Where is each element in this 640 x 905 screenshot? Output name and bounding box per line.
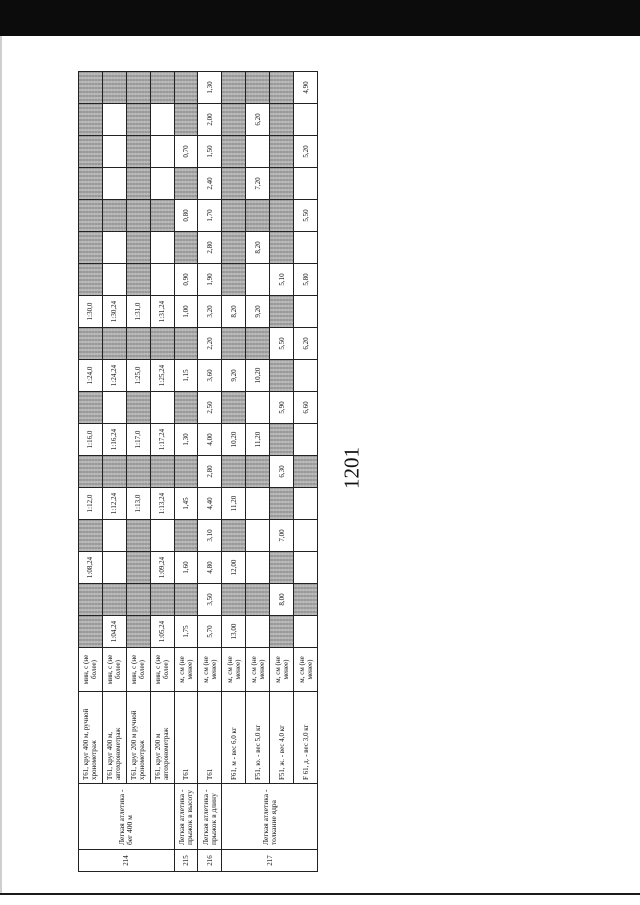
value-cell: 1,60	[174, 552, 198, 584]
value-cell	[102, 104, 126, 136]
value-cell	[174, 232, 198, 264]
value-cell: 1,15	[174, 360, 198, 392]
unit-cell: м, см (не менее)	[222, 648, 246, 692]
value-cell	[294, 104, 318, 136]
value-cell: 1:17,24	[150, 424, 174, 456]
value-cell: 3,20	[198, 296, 222, 328]
value-cell	[150, 232, 174, 264]
table-row	[150, 72, 174, 872]
row-code: 214	[79, 850, 175, 872]
value-cell	[79, 136, 103, 168]
discipline-cell: T61	[174, 692, 198, 784]
value-cell	[174, 456, 198, 488]
value-cell	[174, 104, 198, 136]
discipline-cell: F51, ю. - вес 5,0 кг	[246, 692, 270, 784]
value-cell	[246, 488, 270, 520]
value-cell	[79, 584, 103, 616]
value-cell	[270, 232, 294, 264]
value-cell	[79, 72, 103, 104]
value-cell	[294, 552, 318, 584]
table-row	[102, 72, 126, 872]
value-cell: 1:30,24	[102, 296, 126, 328]
value-cell	[222, 328, 246, 360]
rotated-table-area	[78, 72, 318, 872]
value-cell: 1:16,24	[102, 424, 126, 456]
value-cell	[102, 328, 126, 360]
value-cell: 1,00	[174, 296, 198, 328]
value-cell: 10,20	[222, 424, 246, 456]
value-cell: 7,00	[270, 520, 294, 552]
value-cell	[174, 168, 198, 200]
value-cell	[246, 584, 270, 616]
value-cell	[270, 296, 294, 328]
value-cell	[150, 584, 174, 616]
value-cell: 2,40	[198, 168, 222, 200]
value-cell: 8,00	[270, 584, 294, 616]
value-cell: 2,50	[198, 392, 222, 424]
value-cell	[222, 584, 246, 616]
value-cell: 4,40	[198, 488, 222, 520]
value-cell	[294, 456, 318, 488]
value-cell	[294, 488, 318, 520]
unit-cell: м, см (не менее)	[294, 648, 318, 692]
value-cell	[79, 168, 103, 200]
value-cell: 4,90	[294, 72, 318, 104]
value-cell	[79, 520, 103, 552]
value-cell	[246, 136, 270, 168]
value-cell: 6,30	[270, 456, 294, 488]
value-cell	[126, 72, 150, 104]
value-cell	[246, 328, 270, 360]
value-cell	[79, 104, 103, 136]
table-row	[246, 72, 270, 872]
value-cell: 3,10	[198, 520, 222, 552]
value-cell	[79, 616, 103, 648]
value-cell: 1:24,0	[79, 360, 103, 392]
value-cell: 10,20	[246, 360, 270, 392]
value-cell: 1:25,24	[150, 360, 174, 392]
value-cell: 1:31,24	[150, 296, 174, 328]
value-cell	[222, 136, 246, 168]
value-cell	[270, 488, 294, 520]
sport-discipline-name: Легкая атлетика - бег 400 м	[79, 784, 175, 850]
unit-cell: мин, с (не более)	[79, 648, 103, 692]
value-cell	[174, 520, 198, 552]
value-cell: 3,60	[198, 360, 222, 392]
value-cell	[270, 168, 294, 200]
value-cell	[222, 200, 246, 232]
value-cell: 3,50	[198, 584, 222, 616]
value-cell	[126, 168, 150, 200]
value-cell	[270, 136, 294, 168]
value-cell	[150, 200, 174, 232]
table-row	[270, 72, 294, 872]
scan-left-edge	[0, 36, 2, 893]
value-cell	[126, 616, 150, 648]
value-cell: 6,20	[294, 328, 318, 360]
value-cell: 1:09,24	[150, 552, 174, 584]
value-cell	[270, 424, 294, 456]
value-cell: 0,70	[174, 136, 198, 168]
value-cell: 4,80	[198, 552, 222, 584]
value-cell: 4,00	[198, 424, 222, 456]
value-cell	[150, 104, 174, 136]
unit-cell: м, см (не менее)	[246, 648, 270, 692]
value-cell	[102, 392, 126, 424]
unit-cell: мин, с (не более)	[150, 648, 174, 692]
sport-discipline-name: Легкая атлетика - прыжок в длину	[198, 784, 222, 850]
value-cell: 1:24,24	[102, 360, 126, 392]
value-cell: 0,80	[174, 200, 198, 232]
value-cell: 9,20	[246, 296, 270, 328]
value-cell	[222, 520, 246, 552]
discipline-cell: F 61, д. - вес 3,0 кг	[294, 692, 318, 784]
value-cell: 6,20	[246, 104, 270, 136]
value-cell	[150, 456, 174, 488]
value-cell	[150, 392, 174, 424]
value-cell	[294, 520, 318, 552]
discipline-cell: T61, круг 200 м автохронометраж	[150, 692, 174, 784]
value-cell: 5,50	[270, 328, 294, 360]
table-row	[198, 72, 222, 872]
unit-cell: м, см (не менее)	[174, 648, 198, 692]
value-cell	[222, 104, 246, 136]
value-cell	[150, 328, 174, 360]
scan-bottom-rule	[0, 893, 640, 895]
value-cell	[270, 552, 294, 584]
unit-cell: м, см (не менее)	[198, 648, 222, 692]
value-cell: 1:17,0	[126, 424, 150, 456]
value-cell	[79, 200, 103, 232]
value-cell	[126, 552, 150, 584]
value-cell	[294, 584, 318, 616]
discipline-cell: T61, круг 200 м ручной хронометраж	[126, 692, 150, 784]
value-cell: 1:12,0	[79, 488, 103, 520]
value-cell	[294, 424, 318, 456]
discipline-cell: T61, круг 400 м, ручной хронометраж	[79, 692, 103, 784]
discipline-cell: F61, м - вес 6,0 кг	[222, 692, 246, 784]
value-cell	[102, 520, 126, 552]
value-cell	[246, 520, 270, 552]
value-cell	[246, 616, 270, 648]
value-cell	[126, 584, 150, 616]
value-cell	[150, 520, 174, 552]
value-cell: 7,20	[246, 168, 270, 200]
value-cell	[270, 104, 294, 136]
value-cell	[222, 264, 246, 296]
table-row	[79, 72, 103, 872]
value-cell	[126, 456, 150, 488]
value-cell	[174, 72, 198, 104]
row-code: 215	[174, 850, 198, 872]
value-cell: 1:25,0	[126, 360, 150, 392]
value-cell	[222, 456, 246, 488]
value-cell: 11,20	[222, 488, 246, 520]
standards-table	[78, 71, 318, 872]
row-code: 216	[198, 850, 222, 872]
value-cell	[126, 392, 150, 424]
value-cell: 1:08,24	[79, 552, 103, 584]
value-cell: 5,70	[198, 616, 222, 648]
value-cell: 1:13,0	[126, 488, 150, 520]
value-cell	[102, 552, 126, 584]
discipline-cell: T61, круг 400 м, автохронометраж	[102, 692, 126, 784]
value-cell: 1:12,24	[102, 488, 126, 520]
value-cell	[79, 456, 103, 488]
value-cell	[294, 232, 318, 264]
value-cell	[174, 392, 198, 424]
value-cell: 2,80	[198, 456, 222, 488]
table-row	[174, 72, 198, 872]
value-cell: 1,50	[198, 136, 222, 168]
value-cell: 1,30	[174, 424, 198, 456]
value-cell	[270, 200, 294, 232]
value-cell	[222, 392, 246, 424]
value-cell	[270, 616, 294, 648]
value-cell	[246, 72, 270, 104]
discipline-cell: F51, ж. - вес 4,0 кг	[270, 692, 294, 784]
value-cell: 5,20	[294, 136, 318, 168]
value-cell: 5,80	[294, 264, 318, 296]
value-cell	[174, 584, 198, 616]
value-cell	[222, 72, 246, 104]
value-cell: 12,00	[222, 552, 246, 584]
value-cell	[102, 72, 126, 104]
value-cell	[79, 232, 103, 264]
value-cell	[246, 456, 270, 488]
value-cell: 1,75	[174, 616, 198, 648]
table-row	[222, 72, 246, 872]
value-cell	[246, 264, 270, 296]
value-cell	[126, 200, 150, 232]
value-cell: 1:05,24	[150, 616, 174, 648]
value-cell: 1,45	[174, 488, 198, 520]
value-cell	[294, 168, 318, 200]
value-cell	[150, 264, 174, 296]
value-cell: 8,20	[222, 296, 246, 328]
value-cell: 2,20	[198, 328, 222, 360]
value-cell	[102, 264, 126, 296]
value-cell	[150, 136, 174, 168]
sport-discipline-name: Легкая атлетика - прыжок в высоту	[174, 784, 198, 850]
value-cell: 5,10	[270, 264, 294, 296]
standards-table-rotated	[78, 72, 318, 872]
value-cell: 2,80	[198, 232, 222, 264]
row-code: 217	[222, 850, 318, 872]
unit-cell: м, см (не менее)	[270, 648, 294, 692]
value-cell	[102, 136, 126, 168]
value-cell	[222, 168, 246, 200]
value-cell	[294, 616, 318, 648]
value-cell	[126, 232, 150, 264]
value-cell: 1:13,24	[150, 488, 174, 520]
value-cell	[126, 104, 150, 136]
value-cell	[102, 200, 126, 232]
value-cell: 5,50	[294, 200, 318, 232]
value-cell	[126, 520, 150, 552]
value-cell	[126, 136, 150, 168]
value-cell: 8,20	[246, 232, 270, 264]
value-cell: 1,70	[198, 200, 222, 232]
value-cell	[294, 296, 318, 328]
value-cell	[294, 360, 318, 392]
sport-discipline-name: Легкая атлетика - толкание ядра	[222, 784, 318, 850]
table-row	[294, 72, 318, 872]
value-cell: 13,00	[222, 616, 246, 648]
value-cell	[246, 552, 270, 584]
table-row	[126, 72, 150, 872]
value-cell: 1:31,0	[126, 296, 150, 328]
unit-cell: мин, с (не более)	[102, 648, 126, 692]
value-cell	[270, 360, 294, 392]
value-cell	[246, 392, 270, 424]
value-cell	[102, 584, 126, 616]
discipline-cell: T61	[198, 692, 222, 784]
value-cell: 9,20	[222, 360, 246, 392]
value-cell	[79, 392, 103, 424]
value-cell: 11,20	[246, 424, 270, 456]
value-cell	[102, 168, 126, 200]
value-cell	[79, 264, 103, 296]
value-cell	[126, 328, 150, 360]
scan-top-band	[0, 0, 640, 36]
value-cell: 6,60	[294, 392, 318, 424]
value-cell: 1:04,24	[102, 616, 126, 648]
value-cell	[270, 72, 294, 104]
value-cell: 1,90	[198, 264, 222, 296]
value-cell: 0,90	[174, 264, 198, 296]
value-cell	[174, 328, 198, 360]
value-cell	[126, 264, 150, 296]
value-cell	[102, 456, 126, 488]
value-cell	[222, 232, 246, 264]
value-cell	[246, 200, 270, 232]
unit-cell: мин, с (не более)	[126, 648, 150, 692]
value-cell: 1:30,0	[79, 296, 103, 328]
value-cell	[102, 232, 126, 264]
value-cell	[150, 168, 174, 200]
value-cell: 2,00	[198, 104, 222, 136]
value-cell: 1:16,0	[79, 424, 103, 456]
value-cell	[150, 72, 174, 104]
value-cell: 1,30	[198, 72, 222, 104]
page-number: 1201	[339, 447, 364, 489]
value-cell	[79, 328, 103, 360]
value-cell: 5,90	[270, 392, 294, 424]
